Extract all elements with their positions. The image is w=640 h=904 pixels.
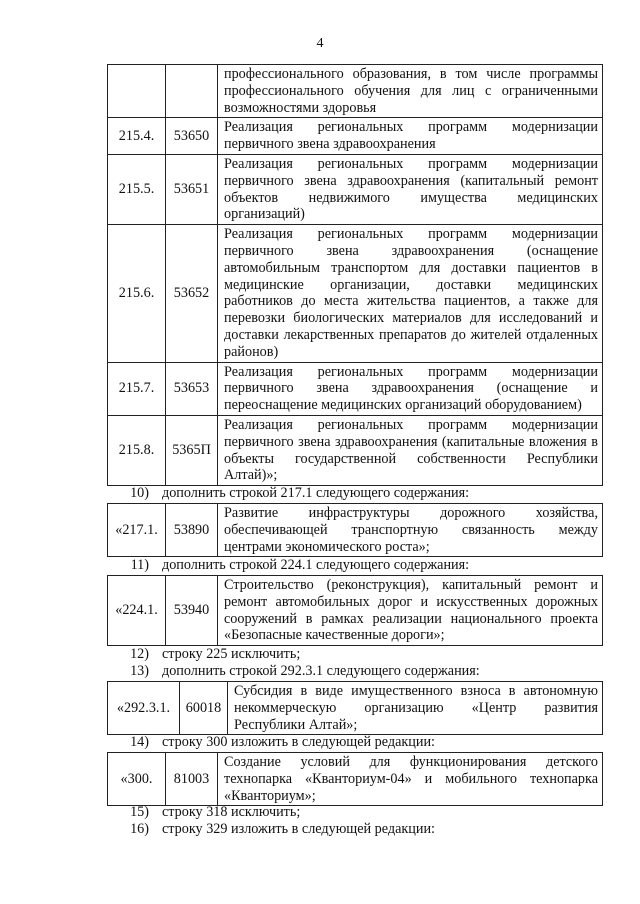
row-number: [108, 65, 166, 118]
item-12: [111, 646, 300, 663]
row-text: Субсидия в виде имущественного взноса в автономную некоммерческую организацию «Центр развития Республики Алтай»;: [228, 682, 603, 735]
item-number: 13): [130, 663, 149, 679]
item-13: [111, 663, 480, 680]
table-292-3-1: [107, 681, 603, 735]
row-code: 60018: [180, 682, 228, 735]
item-text: строку 300 изложить в следующей редакции:: [162, 734, 435, 750]
row-code: 5365П: [166, 415, 218, 485]
row-text: Реализация региональных программ модернизации первичного звена здравоохранения (капитальные вложения в объекты государственной собственности Республики Алтай)»;: [218, 415, 603, 485]
row-code: 53652: [166, 225, 218, 362]
row-code: 53890: [166, 504, 218, 557]
item-number: 15): [130, 804, 149, 820]
row-code: 53651: [166, 154, 218, 224]
item-14: [111, 734, 435, 751]
row-number: 215.5.: [108, 154, 166, 224]
table-row: [108, 154, 603, 224]
row-number: 215.7.: [108, 362, 166, 415]
row-number: 215.6.: [108, 225, 166, 362]
row-text: профессионального образования, в том числе программы профессионального обучения для лиц с ограниченными возможностями здоровья: [218, 65, 603, 118]
row-number: 215.8.: [108, 415, 166, 485]
row-number: «300.: [108, 753, 166, 806]
row-code: 81003: [166, 753, 218, 806]
item-number: 14): [130, 734, 149, 750]
table-row: [108, 225, 603, 362]
item-number: 10): [130, 485, 149, 501]
main-table: [107, 64, 603, 486]
row-code: [166, 65, 218, 118]
item-text: дополнить строкой 217.1 следующего содержания:: [162, 485, 470, 501]
item-number: 11): [130, 557, 149, 573]
row-text: Реализация региональных программ модернизации первичного звена здравоохранения (оснащение автомобильным транспортом для доставки пациентов в медицинские организации, доставки медицинских работников до места жительства пациентов, а также для перевозки биологических материалов для исследований и доставки лекарственных препаратов до жителей отдаленных районов): [218, 225, 603, 362]
table-300: [107, 752, 603, 806]
item-text: строку 318 исключить;: [162, 804, 301, 820]
row-text: Развитие инфраструктуры дорожного хозяйства, обеспечивающей транспортную связанность между центрами экономического роста»;: [218, 504, 603, 557]
table-row: [108, 753, 603, 806]
item-number: 12): [130, 646, 149, 662]
item-15: [111, 804, 300, 821]
page-number: 4: [316, 36, 324, 51]
table-224-1: [107, 575, 603, 646]
row-text: Создание условий для функционирования детского технопарка «Кванториум-04» и мобильного технопарка «Кванториум»;: [218, 753, 603, 806]
row-code: 53650: [166, 118, 218, 155]
item-text: строку 225 исключить;: [162, 646, 301, 662]
row-number: «217.1.: [108, 504, 166, 557]
table-row: [108, 682, 603, 735]
table-row: [108, 118, 603, 155]
item-16: [111, 821, 435, 838]
row-number: 215.4.: [108, 118, 166, 155]
item-text: дополнить строкой 224.1 следующего содержания:: [162, 557, 470, 573]
item-11: [111, 557, 469, 574]
row-text: Реализация региональных программ модернизации первичного звена здравоохранения (капитальный ремонт объектов недвижимого имущества медицинских организаций): [218, 154, 603, 224]
table-row: [108, 415, 603, 485]
row-text: Реализация региональных программ модернизации первичного звена здравоохранения (оснащение и переоснащение медицинских организаций оборудованием): [218, 362, 603, 415]
table-row: [108, 362, 603, 415]
row-text: Реализация региональных программ модернизации первичного звена здравоохранения: [218, 118, 603, 155]
table-row: [108, 504, 603, 557]
row-number: «224.1.: [108, 576, 166, 646]
item-text: строку 329 изложить в следующей редакции:: [162, 821, 435, 837]
table-row: [108, 576, 603, 646]
item-text: дополнить строкой 292.3.1 следующего содержания:: [162, 663, 480, 679]
row-code: 53653: [166, 362, 218, 415]
row-text: Строительство (реконструкция), капитальный ремонт и ремонт автомобильных дорог и искусственных дорожных сооружений в рамках реализации национального проекта «Безопасные качественные дороги»;: [218, 576, 603, 646]
row-number: «292.3.1.: [108, 682, 180, 735]
item-10: [111, 485, 469, 502]
row-code: 53940: [166, 576, 218, 646]
item-number: 16): [130, 821, 149, 837]
table-217-1: [107, 503, 603, 557]
table-row: [108, 65, 603, 118]
